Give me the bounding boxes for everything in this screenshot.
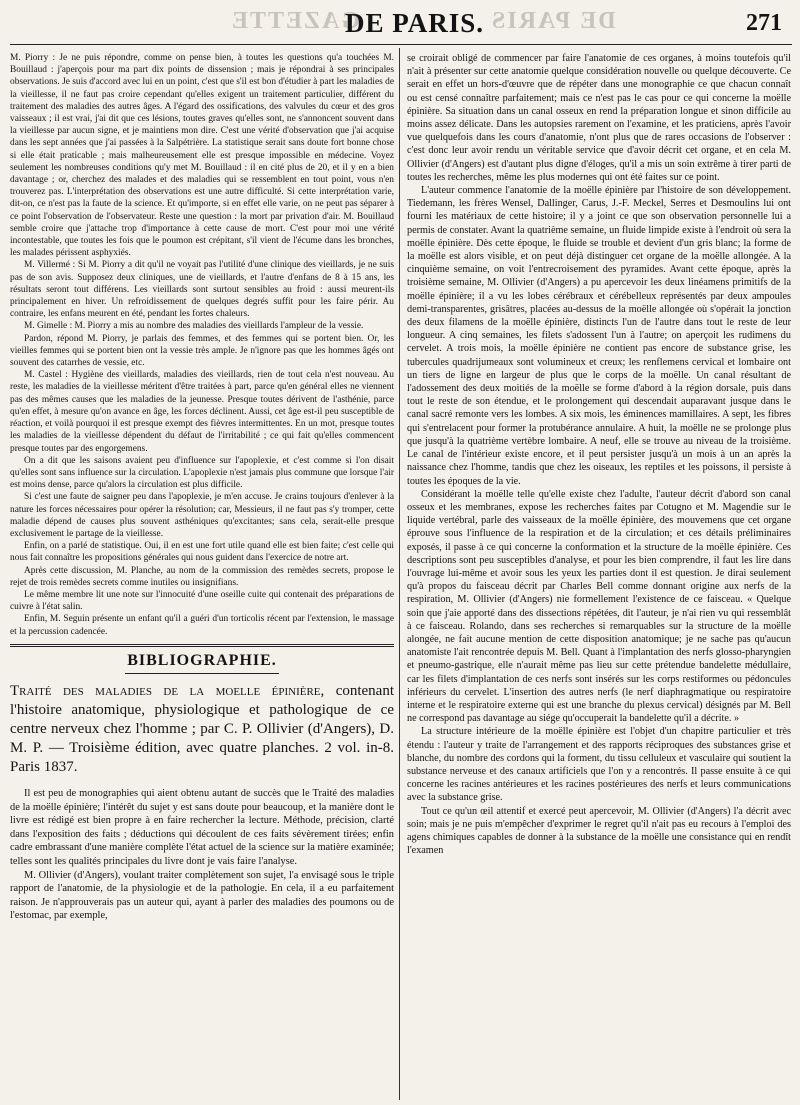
paragraph: M. Piorry : Je ne puis répondre, comme on pense bien, à toutes les questions qu'a touchées M. Bouillaud : j'aperçois pour ma part dix points de dissension ; mais je répondrai à ses principales observations. Je suis d'accord avec lui en un point, c'est que s'il est bon d'étudier à part les maladies de la vieillesse, il ne faut pas croire cependant qu'elles exigent un traitement particulier, différent du traitement des maladies des autres âges. A l'égard des ossifications, des valvules du cœur et des gros vaisseaux ; il est vrai, j'ai dit que ces lésions, toutes graves qu'elles sont, ne s'annoncent souvent dans la vieillesse par aucun signe, et je maintiens mon dire. C'est une vérité d'observation que j'ai acquise dans les sept années que j'ai passées à la Salpétrière. La statistique serait sans doute fort bonne chose si elle était praticable ; mais malheureusement elle est presque impossible en médecine. Voyez seulement les nombreuses conditions qu'y met M. Bouillaud : il en cité plus de 20, et il y en a bien davantage ; or, cherchez des malades et des maladies qui se ressemblent en tout point, vous n'en trouverez pas. L'interprétation des observations est une autre difficulté. Si cette interprétation varie, dit-on, ce n'est pas la faute de la science. Et qu'importe, si en effet elle varie, on ne peut pas séparer à ce point l'observation de l'observateur. Reste une question : la mort par privation d'air. M. Bouillaud semble croire que j'attache trop d'importance à cette cause de mort. C'est pour moi une vérité incontestable, que toutes les fois que le poumon est crépitant, s'il vient de l'écume dans les bronches, les malades périssent asphyxiés. (10, 53, 394, 259)
paragraph: se croirait obligé de commencer par faire l'anatomie de ces organes, à moins toutefois qu'il n'ait à présenter sur cette anatomie quelque considération nouvelle ou quelque découverte. Ce serait en effet un hors-d'œuvre que de répéter dans une monographie ce que chacun connaît ou est censé connaître parfaitement; mais ce n'est pas le cas pour ce qui concerne la moëlle épinière. Sa situation dans un canal osseux en rend la préparation longue et sinon difficile au moins assez délicate. Dans les autopsies rarement on l'examine, et les praticiens, après l'avoir vue quelquefois dans les cours d'anatomie, n'ont plus que de rares occasions de l'observer : c'est donc leur avoir rendu un véritable service que d'avoir décrit cet organe, et en cela M. Ollivier (d'Angers) est d'autant plus digne d'éloges, qu'il a mis un soin extrême à tirer parti de toutes les recherches, même les plus modernes qui ont été faites sur ce point. (407, 53, 791, 183)
header-rule (10, 44, 792, 45)
paragraph: Considérant la moëlle telle qu'elle existe chez l'adulte, l'auteur décrit d'abord son canal osseux et les membranes, expose les recherches faites par Cotugno et M. Magendie sur le liquide vertébral, parle des vaisseaux de la moëlle épinière, des mouvemens que cet organe éprouve sous l'influence de la respiration et de la circulation; et ces détails préliminaires exposés, il passe à ce qui concerne la conformation et la structure de la moëlle épinière. Ces descriptions sont peu susceptibles d'analyse, et pour les bien comprendre, il faut les lire dans l'ouvrage lui-même et avoir sous les yeux les parties dont il est question. Je dirai seulement qu'à propos du faisceau décrit par Charles Bell comme donnant origine aux nerfs de la respiration, M. Ollivier (d'Angers) nie formellement l'existence de ce faisceau. « Quelque soin que j'aie apporté dans des dissections répétées, dit l'auteur, je n'ai rien vu qui ressemblât à ce faisceau. Rolando, dans ses recherches si remarquables sur la structure de la moëlle alongée, ne fait aucune mention de cette disposition anatomique; je ne sache pas qu'aucun anatomiste l'ait rencontrée depuis M. Bell. Quant à l'implantation des nerfs glosso-pharyngien et pneumo-gastrique, elle n'aurait même pas lieu sur cette prétendue bandelette médullaire, car les filets d'implantation de ces nerfs sont insérés sur les corps restiformes ou pédoncules inférieurs du cervelet. L'insertion des autres nerfs (le nerf diaphragmatique ou respiratoire interne et le respiratoire externe qui est une branche du plexus cervical) désignés par M. Bell ne correspond pas davantage au siége qu'occuperait la bandelette qu'il a décrite. » (407, 488, 791, 725)
bleed-through-text-left: GAZETTE (230, 8, 361, 34)
review-paragraph: M. Ollivier (d'Angers), voulant traiter complètement son sujet, l'a envisagé sous le triple rapport de l'anatomie, de la physiologie et de la pathologie. En cela, il a eu parfaitement raison. Je n'approuverais pas un auteur qui, ayant à parler des maladies des poumons ou de l'estomac, par exemple, (10, 869, 394, 922)
heading-underline (125, 673, 279, 674)
paragraph: Pardon, répond M. Piorry, je parlais des femmes, et des femmes qui se portent bien. Or, les vieilles femmes qui se portent bien ont la vessie très ample. Je n'ignore pas que les hommes âgés ont souvent des catarrhes de vessie, etc. (10, 333, 394, 369)
bleed-through-text-right: DE PARIS (490, 8, 616, 34)
book-title-lead: Traité des maladies de la moelle épinière, (10, 682, 325, 699)
page-header (0, 8, 800, 42)
paragraph: L'auteur commence l'anatomie de la moëlle épinière par l'histoire de son développement. Tiedemann, les frères Wensel, Dallinger, Carus, J.-F. Meckel, Serres et Desmoulins lui ont fourni les matériaux de cette histoire; il y a joint ce que son observation personnelle lui a permis de constater. Avant la quatrième semaine, un fluide limpide existe à l'endroit où sera la moëlle épinière. Dès cette époque, le fluide se trouble et devient d'un gris blanc; la forme de la moëlle est alors visible, et on peut déjà distinguer cet organe de la moëlle allongée. A la cinquième semaine, on voit l'entrecroisement des pyramides. Avant cette époque, après la troisième semaine, M. Ollivier (d'Angers) a pu apercevoir les deux linéamens primitifs de la moëlle épinière; il a vu les lobes cérébraux et cérébelleux représentés par deux ampoules demi-transparentes, grisâtres, placées au-dessus de la moëlle allongée où s'opérait la jonction des deux filamens de la moëlle épinière, distincts l'un de l'autre dans tout le reste de leur longueur. A cinq semaines, les filets s'adossent l'un à l'autre; on aperçoit les rudimens du cervelet. A trois mois, la moëlle épinière ne contient pas encore de substance grise, les tubercules quadrijumeaux sont volumineux et creux; les renflemens cervical et lombaire ont un tiers de ligne en largeur de plus que le corps de la moëlle. Un canal résultant de l'adossement des deux moitiés de la moëlle se forme d'abord à la région dorsale, puis dans tout le reste de son étendue, et le prolongement qui descendait auparavant jusque dans le canal sacré remonte vers les lombes. A six mois, les éminences mamillaires. A sept, les fibres qui s'entrelacent pour former la protubérance annulaire. A huit, la moëlle ne se prolonge plus que jusqu'à la quatrième vertèbre lombaire. A neuf, elle se trouve au niveau de la troisième. Le canal de l'intérieur existe encore, et il peut persister jusqu'à un mois à un an après la naissance chez l'homme, tandis que chez les oiseaux, les reptiles et les poissons, il persiste à toutes les époques de la vie. (407, 185, 791, 487)
paragraph: Si c'est une faute de saigner peu dans l'apoplexie, je m'en accuse. Je crains toujours d'enlever à la nature les forces nécessaires pour opérer la résolution; car, Messieurs, il ne faut pas s'y tromper, cette maladie dépend de causes plus souvent asthéniques qu'excitantes; sans cela, serait-elle presque exclusivement le partage de la vieillesse. (10, 492, 394, 539)
paragraph: Tout ce qu'un œil attentif et exercé peut apercevoir, M. Ollivier (d'Angers) l'a décrit avec soin; mais je ne puis m'empêcher d'exprimer le regret qu'il n'ait pas eu recours à l'emploi des agens chimiques capables de donner à la substance de la moëlle une consistance qui en rendît l'examen (407, 805, 791, 857)
paragraph: On a dit que les saisons avaient peu d'influence sur l'apoplexie, et c'est comme si l'on disait qu'elles sont sans influence sur la circulation. L'apoplexie n'est jamais plus commune que lorsque l'air est moins dense, parce qu'alors la circulation est plus difficile. (10, 455, 394, 491)
page-number: 271 (746, 10, 782, 36)
review-paragraph: Il est peu de monographies qui aient obtenu autant de succès que le Traité des maladies de la moëlle épinière; l'intérêt du sujet y est sans doute pour beaucoup, et la manière dont le livre est rédigé est bien propre à en faire rechercher la lecture. Méthode, précision, clarté dans l'exposition des faits ; déductions qui découlent de ces faits sévèrement tirées; enfin cadre embrassant d'une manière complète l'état actuel de la science sur la matière examinée; telles sont les qualités principales du livre dont je vais faire l'analyse. (10, 787, 394, 867)
book-title-rest: contenant l'histoire anatomique, physiologique et pathologique de ce centre nerveux chez l'homme ; par C. P. Ollivier (d'Angers), D. M. P. — Troisième édition, avec quatre planches. 2 vol. in-8. Paris 1837. (10, 682, 395, 775)
paragraph: M. Villermé : Si M. Piorry a dit qu'il ne voyait pas l'utilité d'une clinique des vieillards, je ne suis pas de son avis. Supposez deux cliniques, une de vieillards, et l'autre d'enfans de 8 à 15 ans, les résultats seront tout différens. Les vieillards sont surtout sensibles au froid : aussi meurent-ils principalement en hiver. Un refroidissement de quelques degrés suffit pour les faire périr. Au contraire, les enfans meurent en été, pendant les fortes chaleurs. (10, 260, 394, 320)
paragraph: Enfin, on a parlé de statistique. Oui, il en est une fort utile quand elle est bien faite; c'est celle qui nous fait connaître les propositions générales qui nous guident dans l'exercice de notre art. (10, 541, 394, 564)
right-column (407, 52, 791, 857)
paragraph: M. Castel : Hygiène des vieillards, maladies des vieillards, rien de tout cela n'est nouveau. Au reste, les maladies de la vieillesse méritent d'être traitées à part, parce qu'en général elles ne viennent pas des mêmes causes que les maladies de la jeunesse. Presque toutes dérivent de l'asthénie, parce qu'en effet, à mesure qu'on avance en âge, les forces déclinent. Aussi, cet âge est-il peu susceptible de réaction, et voilà pourquoi il est presque exempt des fièvres intermittentes. En un mot, presque toutes les maladies de la vieillesse dépendent du défaut de l'irritabilité ; ce qui fait qu'elles commencent presque toutes par des engorgemens. (10, 370, 394, 454)
paragraph: La structure intérieure de la moëlle épinière est l'objet d'un chapitre particulier et très étendu : l'auteur y traite de l'arrangement et des rapports réciproques des substances grise et blanche, du nombre des cordons qui la forment, du tissu celluleux et vasculaire qui soutient la substance nerveuse et des canaux artificiels que l'on y a rencontrés. Il passe ensuite à ce qui concerne les racines antérieures et les racines postérieures des nerfs et leurs communications avec la substance grise. (407, 726, 791, 804)
running-title: DE PARIS. (345, 8, 485, 38)
paragraph: Après cette discussion, M. Planche, au nom de la commission des remèdes secrets, propose le rejet de trois remèdes secrets comme inutiles ou insignifians. (10, 565, 394, 588)
paragraph: Enfin, M. Seguin présente un enfant qu'il a guéri d'un torticolis récent par l'extension, le massage et la percussion cadencée. (10, 614, 394, 637)
paragraph: Le même membre lit une note sur l'innocuité d'une oseille cuite qui contenait des préparations de cuivre à l'état salin. (10, 589, 394, 613)
book-title (10, 682, 394, 777)
section-rule (10, 644, 394, 647)
left-column (10, 52, 394, 923)
paragraph: M. Gimelle : M. Piorry a mis au nombre des maladies des vieillards l'ampleur de la vessie. (24, 321, 364, 332)
column-divider (399, 48, 400, 1100)
section-heading: BIBLIOGRAPHIE. (127, 651, 277, 669)
